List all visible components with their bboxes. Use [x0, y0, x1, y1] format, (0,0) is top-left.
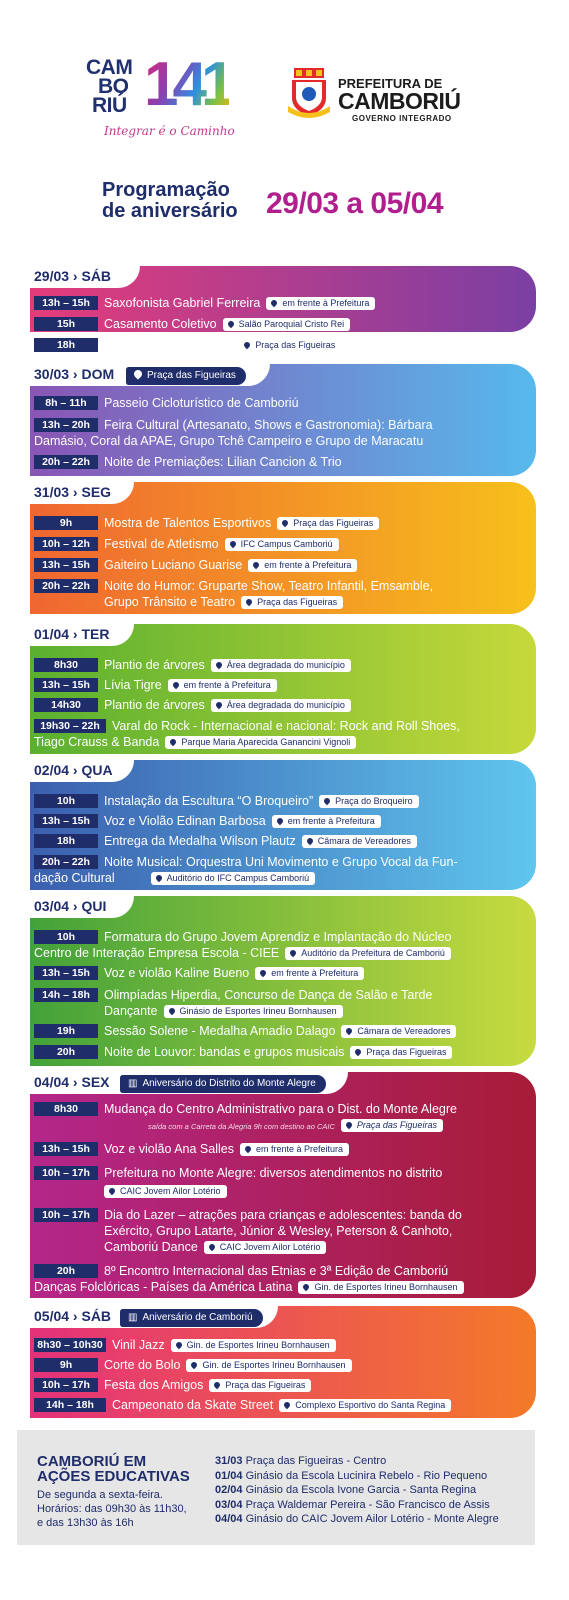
location-tag: Auditório da Prefeitura de Camboriú [285, 947, 451, 960]
event-desc: Noite de Louvor: bandas e grupos musicais [104, 1045, 345, 1059]
day-label: 05/04 › SÁB [34, 1308, 112, 1324]
day-block [30, 1072, 536, 1298]
event-time: 10h – 17h [34, 1378, 98, 1392]
event-time: 8h30 [34, 658, 98, 672]
event-time: 14h – 18h [34, 1398, 106, 1412]
event-desc-cont: Damásio, Coral da APAE, Grupo Tchê Campeiro e Grupo de Maracatu [34, 434, 424, 448]
location-tag: em frente à Prefeitura [168, 679, 277, 692]
day-label: 29/03 › SÁB [34, 268, 112, 284]
event-desc: Vinil Jazz [112, 1338, 165, 1352]
cake-icon: ▥ [128, 1312, 138, 1323]
footer-title: CAMBORIÚ EM AÇÕES EDUCATIVAS [37, 1453, 190, 1485]
event-time: 19h30 – 22h [34, 719, 106, 733]
event-desc: Olimpíadas Hiperdia, Concurso de Dança de Salão e Tarde [104, 988, 433, 1002]
day-label: 01/04 › TER [34, 626, 110, 642]
event-time: 13h – 15h [34, 814, 98, 828]
event-time: 9h [34, 1358, 98, 1372]
location-tag: Praça das Figueiras [239, 339, 341, 352]
event-time: 9h [34, 516, 98, 530]
event-time: 8h – 11h [34, 396, 98, 410]
event-desc: Saxofonista Gabriel Ferreira [104, 296, 261, 310]
event-desc: Noite do Humor: Gruparte Show, Teatro Infantil, Emsamble, [104, 579, 434, 593]
location-tag: Praça do Broqueiro [319, 795, 419, 808]
location-tag: em frente à Prefeitura [248, 559, 357, 572]
list-item: 04/04 Ginásio do CAIC Jovem Ailor Lotério - Monte Alegre [215, 1513, 499, 1526]
pref-title-line2: CAMBORIÚ [338, 88, 461, 114]
event-desc: Dia do Lazer – atrações para crianças e adolescentes: banda do [104, 1208, 462, 1222]
event-time: 20h [34, 1045, 98, 1059]
event-desc: Prefeitura no Monte Alegre: diversos atendimentos no distrito [104, 1166, 443, 1180]
event-time: 10h – 12h [34, 537, 98, 551]
location-tag: Gin. de Esportes Irineu Bornhausen [298, 1281, 463, 1294]
event-desc: Feira Cultural (Artesanato, Shows e Gastronomia): Bárbara [104, 418, 433, 432]
day-label: 30/03 › DOM [34, 366, 115, 382]
location-tag: Auditório do IFC Campus Camboriú [151, 872, 316, 885]
event-desc: Festival de Atletismo [104, 537, 219, 551]
day-block [30, 482, 536, 614]
event-time: 13h – 15h [34, 966, 98, 980]
event-time: 10h – 17h [34, 1166, 98, 1180]
event-desc: Mudança do Centro Administrativo para o Dist. do Monte Alegre [104, 1102, 457, 1116]
event-desc: Noite de Premiações: Lilian Cancion & Trio [104, 455, 342, 469]
logo-text-line3: RIÚ [92, 94, 127, 117]
event-desc: Voz e violão Kaline Bueno [104, 966, 250, 980]
event-desc-cont: Tiago Crauss & Banda [34, 735, 160, 749]
location-tag: Salão Paroquial Cristo Rei [223, 318, 351, 331]
list-item: 02/04 Ginásio da Escola Ivone Garcia - Santa Regina [215, 1484, 477, 1497]
location-tag: Praça das Figueiras [241, 596, 343, 609]
event-time: 10h [34, 930, 98, 944]
location-tag: Área degradada do município [211, 659, 351, 672]
footer-schedule: De segunda a sexta-feira. Horários: das 09h30 às 11h30, e das 13h30 às 16h [37, 1489, 187, 1529]
event-desc: Passeio Cicloturístico de Camboriú [104, 396, 299, 410]
location-tag: Ginásio de Esportes Irineu Bornhausen [164, 1005, 343, 1018]
event-desc: Casamento Coletivo [104, 317, 217, 331]
location-tag: Praça das Figueiras [277, 517, 379, 530]
event-desc: Entrega da Medalha Wilson Plautz [104, 834, 296, 848]
event-time: 18h [34, 834, 98, 848]
event-time: 14h30 [34, 698, 98, 712]
event-time: 14h – 18h [34, 988, 98, 1002]
location-tag: Parque Maria Aparecida Ganancini Vignoli [165, 736, 356, 749]
event-time: 20h – 22h [34, 855, 98, 869]
event-desc: Voz e Violão Edinan Barbosa [104, 814, 266, 828]
event-desc: Celebração Ecumênica [104, 338, 234, 352]
event-desc: Corte do Bolo [104, 1358, 181, 1372]
pref-title-line1: PREFEITURA DE [338, 76, 443, 91]
location-tag: Câmara de Vereadores [341, 1025, 456, 1038]
event-desc: Plantio de árvores [104, 698, 205, 712]
footer-location-list [215, 1454, 499, 1527]
event-desc: Instalação da Escultura “O Broqueiro” [104, 794, 314, 808]
event-desc: 8º Encontro Internacional das Etnias e 3ª Edição de Camboriú [104, 1264, 449, 1278]
map-pin-icon [132, 368, 143, 379]
day-label: 02/04 › QUA [34, 762, 113, 778]
date-range: 29/03 a 05/04 [266, 187, 444, 220]
event-time: 10h – 17h [34, 1208, 98, 1222]
location-tag: Praça das Figueiras [341, 1119, 443, 1132]
day-block [30, 1306, 536, 1418]
event-time: 13h – 15h [34, 1142, 98, 1156]
header-logos [0, 48, 569, 148]
location-tag: em frente à Prefeitura [255, 967, 364, 980]
location-tag: Praça das Figueiras [350, 1046, 452, 1059]
event-time: 13h – 15h [34, 678, 98, 692]
day-block [30, 896, 536, 1066]
building-icon: ▥ [128, 1078, 138, 1089]
location-tag: Área degradada do município [211, 699, 351, 712]
event-desc: Varal do Rock - Internacional e nacional: Rock and Roll Shoes, [112, 719, 460, 733]
event-time: 8h30 [34, 1102, 98, 1116]
event-desc: Gaiteiro Luciano Guarise [104, 558, 243, 572]
logo-text-line1: CAM [86, 56, 133, 79]
event-desc: Campeonato da Skate Street [112, 1398, 274, 1412]
event-desc-cont: Dançante [104, 1004, 158, 1018]
event-note: saída com a Carreta da Alegria 9h com destino ao CAIC [148, 1122, 335, 1131]
camboriu-141-logo [86, 52, 246, 144]
event-time: 18h [34, 338, 98, 352]
day-label: 03/04 › QUI [34, 898, 107, 914]
location-tag: Praça das Figueiras [209, 1379, 311, 1392]
day-label: 31/03 › SEG [34, 484, 112, 500]
event-time: 15h [34, 317, 98, 331]
event-desc: Voz e violão Ana Salles [104, 1142, 234, 1156]
event-time: 20h – 22h [34, 579, 98, 593]
pref-title-line3: GOVERNO INTEGRADO [352, 114, 452, 123]
page-title: Programação de aniversário [102, 179, 238, 222]
location-tag: Câmara de Vereadores [302, 835, 417, 848]
list-item: 31/03 Praça das Figueiras - Centro [215, 1455, 387, 1467]
location-tag: CAIC Jovem Ailor Lotério [204, 1241, 327, 1254]
event-desc-cont: Camboriú Dance [104, 1240, 198, 1254]
day-block [30, 760, 536, 890]
event-desc: Festa dos Amigos [104, 1378, 204, 1392]
logo-text-line2: BO [98, 75, 129, 98]
prefeitura-logo [286, 66, 476, 126]
day-block [30, 624, 536, 754]
event-desc: Plantio de árvores [104, 658, 205, 672]
event-desc-cont: Exército, Grupo Latarte, Júnior & Wesley, Peterson & Canhoto, [104, 1224, 453, 1238]
event-time: 13h – 15h [34, 558, 98, 572]
event-time: 8h30 – 10h30 [34, 1338, 106, 1352]
city-seal-icon [286, 66, 332, 120]
day-label: 04/04 › SEX [34, 1074, 110, 1090]
event-desc-cont: Centro de Interação Empresa Escola - CIEE [34, 946, 280, 960]
event-desc: Lívia Tigre [104, 678, 162, 692]
location-tag: em frente à Prefeitura [272, 815, 381, 828]
logo-number: 141 [144, 50, 230, 119]
day-block [30, 266, 536, 352]
event-time: 20h – 22h [34, 455, 98, 469]
day-location-pill: ▥ Aniversário de Camboriú [120, 1309, 263, 1327]
event-desc: Sessão Solene - Medalha Amadio Dalago [104, 1024, 336, 1038]
event-time: 19h [34, 1024, 98, 1038]
location-tag: CAIC Jovem Ailor Lotério [104, 1185, 227, 1198]
location-tag: em frente à Prefeitura [266, 297, 375, 310]
logo-tagline: Integrar é o Caminho [104, 124, 235, 138]
event-desc: Mostra de Talentos Esportivos [104, 516, 272, 530]
event-time: 13h – 15h [34, 296, 98, 310]
event-time: 10h [34, 794, 98, 808]
location-tag: Gin. de Esportes Irineu Bornhausen [171, 1339, 336, 1352]
list-item: 03/04 Praça Waldemar Pereira - São Francisco de Assis [215, 1498, 490, 1511]
location-tag: Gin. de Esportes Irineu Bornhausen [186, 1359, 351, 1372]
event-desc-cont: Danças Folclóricas - Países da América Latina [34, 1280, 293, 1294]
day-location-pill: Praça das Figueiras [126, 367, 246, 385]
event-desc-cont: dação Cultural [34, 871, 115, 885]
list-item: 01/04 Ginásio da Escola Lucinira Rebelo - Rio Pequeno [215, 1469, 488, 1482]
event-desc: Formatura do Grupo Jovem Aprendiz e Implantação do Núcleo [104, 930, 452, 944]
event-desc: Noite Musical: Orquestra Uni Movimento e Grupo Vocal da Fun- [104, 855, 458, 869]
event-desc-cont: Grupo Trânsito e Teatro [104, 595, 236, 609]
event-time: 13h – 20h [34, 418, 98, 432]
day-location-pill: ▥ Aniversário do Distrito do Monte Alegre [120, 1075, 326, 1093]
location-tag: IFC Campus Camboriú [225, 538, 339, 551]
educational-actions-box [17, 1430, 535, 1545]
event-time: 20h [34, 1264, 98, 1278]
location-tag: Complexo Esportivo do Santa Regina [279, 1399, 451, 1412]
day-block [30, 364, 536, 476]
location-tag: em frente à Prefeitura [240, 1143, 349, 1156]
